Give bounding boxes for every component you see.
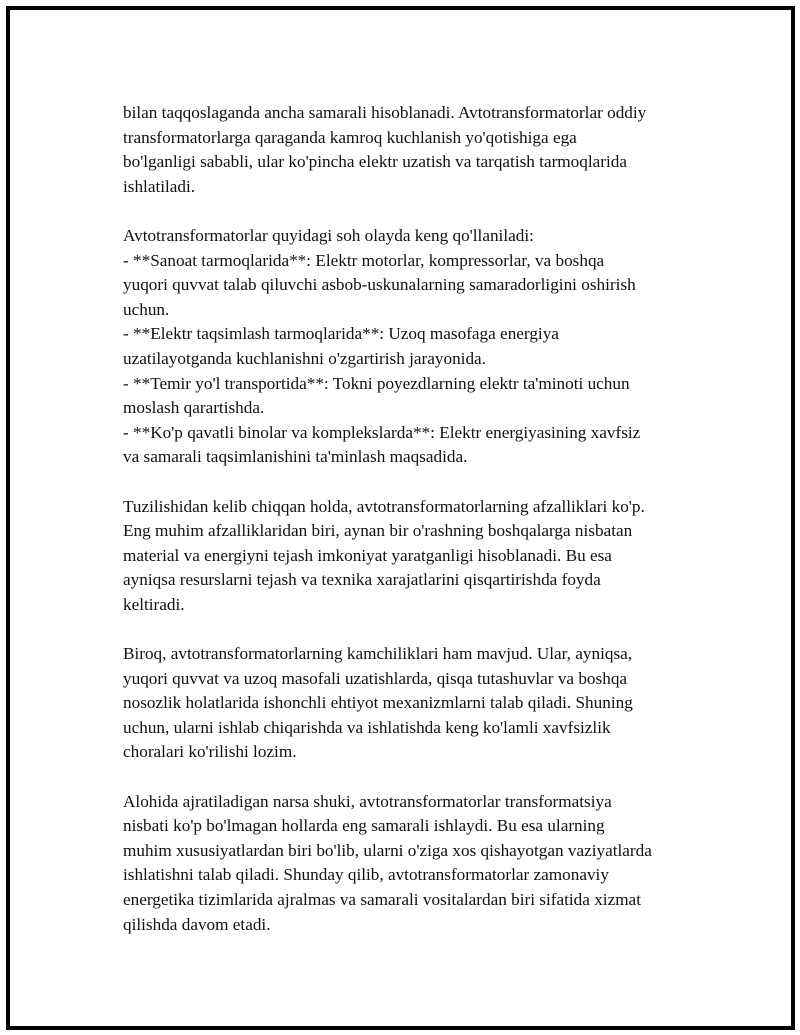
page-frame bbox=[6, 6, 795, 1030]
paragraph-5 bbox=[123, 790, 713, 938]
text-line: keltiradi. bbox=[123, 594, 185, 614]
text-line: Alohida ajratiladigan narsa shuki, avtotransformatorlar transformatsiya bbox=[123, 791, 612, 811]
text-line: bilan taqqoslaganda ancha samarali hisoblanadi. Avtotransformatorlar oddiy bbox=[123, 103, 647, 122]
text-line: uchun. bbox=[123, 299, 170, 319]
text-line: ayniqsa resurslarni tejash va texnika xarajatlarini qisqartirishda foyda bbox=[123, 570, 601, 590]
text-line: - **Ko'p qavatli binolar va komplekslarda**: Elektr energiyasining xavfsiz bbox=[123, 422, 641, 442]
text-line: yuqori quvvat talab qiluvchi asbob-uskunalarning samaradorligini oshirish bbox=[123, 275, 636, 295]
text-line: va samarali taqsimlanishini ta'minlash maqsadida. bbox=[123, 447, 468, 467]
text-line: - **Sanoat tarmoqlarida**: Elektr motorlar, kompressorlar, va boshqa bbox=[123, 250, 605, 270]
document-body bbox=[123, 101, 713, 962]
text-line: transformatorlarga qaraganda kamroq kuchlanish yo'qotishiga ega bbox=[123, 127, 577, 147]
text-line: - **Temir yo'l transportida**: Tokni poyezdlarning elektr ta'minoti uchun bbox=[123, 373, 630, 393]
text-line: nosozlik holatlarida ishonchli ehtiyot mexanizmlarni talab qiladi. Shuning bbox=[123, 693, 633, 713]
text-line: - **Elektr taqsimlash tarmoqlarida**: Uzoq masofaga energiya bbox=[123, 324, 559, 344]
text-line: qilishda davom etadi. bbox=[123, 914, 271, 934]
text-line: nisbati ko'p bo'lmagan hollarda eng samarali ishlaydi. Bu esa ularning bbox=[123, 816, 605, 836]
text-line: ishlatishni talab qiladi. Shunday qilib, avtotransformatorlar zamonaviy bbox=[123, 865, 609, 885]
paragraph-3 bbox=[123, 495, 713, 618]
text-line: Avtotransformatorlar quyidagi soh olayda keng qo'llaniladi: bbox=[123, 225, 534, 245]
text-line: ishlatiladi. bbox=[123, 176, 196, 196]
text-line: bo'lganligi sababli, ular ko'pincha elektr uzatish va tarqatish tarmoqlarida bbox=[123, 152, 627, 172]
text-line: energetika tizimlarida ajralmas va samarali vositalardan biri sifatida xizmat bbox=[123, 890, 641, 909]
text-line: choralari ko'rilishi lozim. bbox=[123, 742, 297, 762]
paragraph-2 bbox=[123, 224, 713, 470]
text-line: uchun, ularni ishlab chiqarishda va ishlatishda keng ko'lamli xavfsizlik bbox=[123, 717, 611, 737]
paragraph-4 bbox=[123, 642, 713, 765]
text-line: yuqori quvvat va uzoq masofali uzatishlarda, qisqa tutashuvlar va boshqa bbox=[123, 668, 628, 688]
text-line: Eng muhim afzalliklaridan biri, aynan bir o'rashning boshqalarga nisbatan bbox=[123, 521, 633, 541]
paragraph-1 bbox=[123, 101, 713, 199]
text-line: moslash qarartishda. bbox=[123, 398, 265, 418]
text-line: material va energiyni tejash imkoniyat yaratganligi hisoblanadi. Bu esa bbox=[123, 545, 612, 565]
text-line: uzatilayotganda kuchlanishni o'zgartirish jarayonida. bbox=[123, 348, 486, 368]
text-line: muhim xususiyatlardan biri bo'lib, ularni o'ziga xos qishayotgan vaziyatlarda bbox=[123, 840, 652, 860]
text-line: Tuzilishidan kelib chiqqan holda, avtotransformatorlarning afzalliklari ko'p. bbox=[123, 496, 645, 516]
text-line: Biroq, avtotransformatorlarning kamchiliklari ham mavjud. Ular, ayniqsa, bbox=[123, 644, 633, 664]
